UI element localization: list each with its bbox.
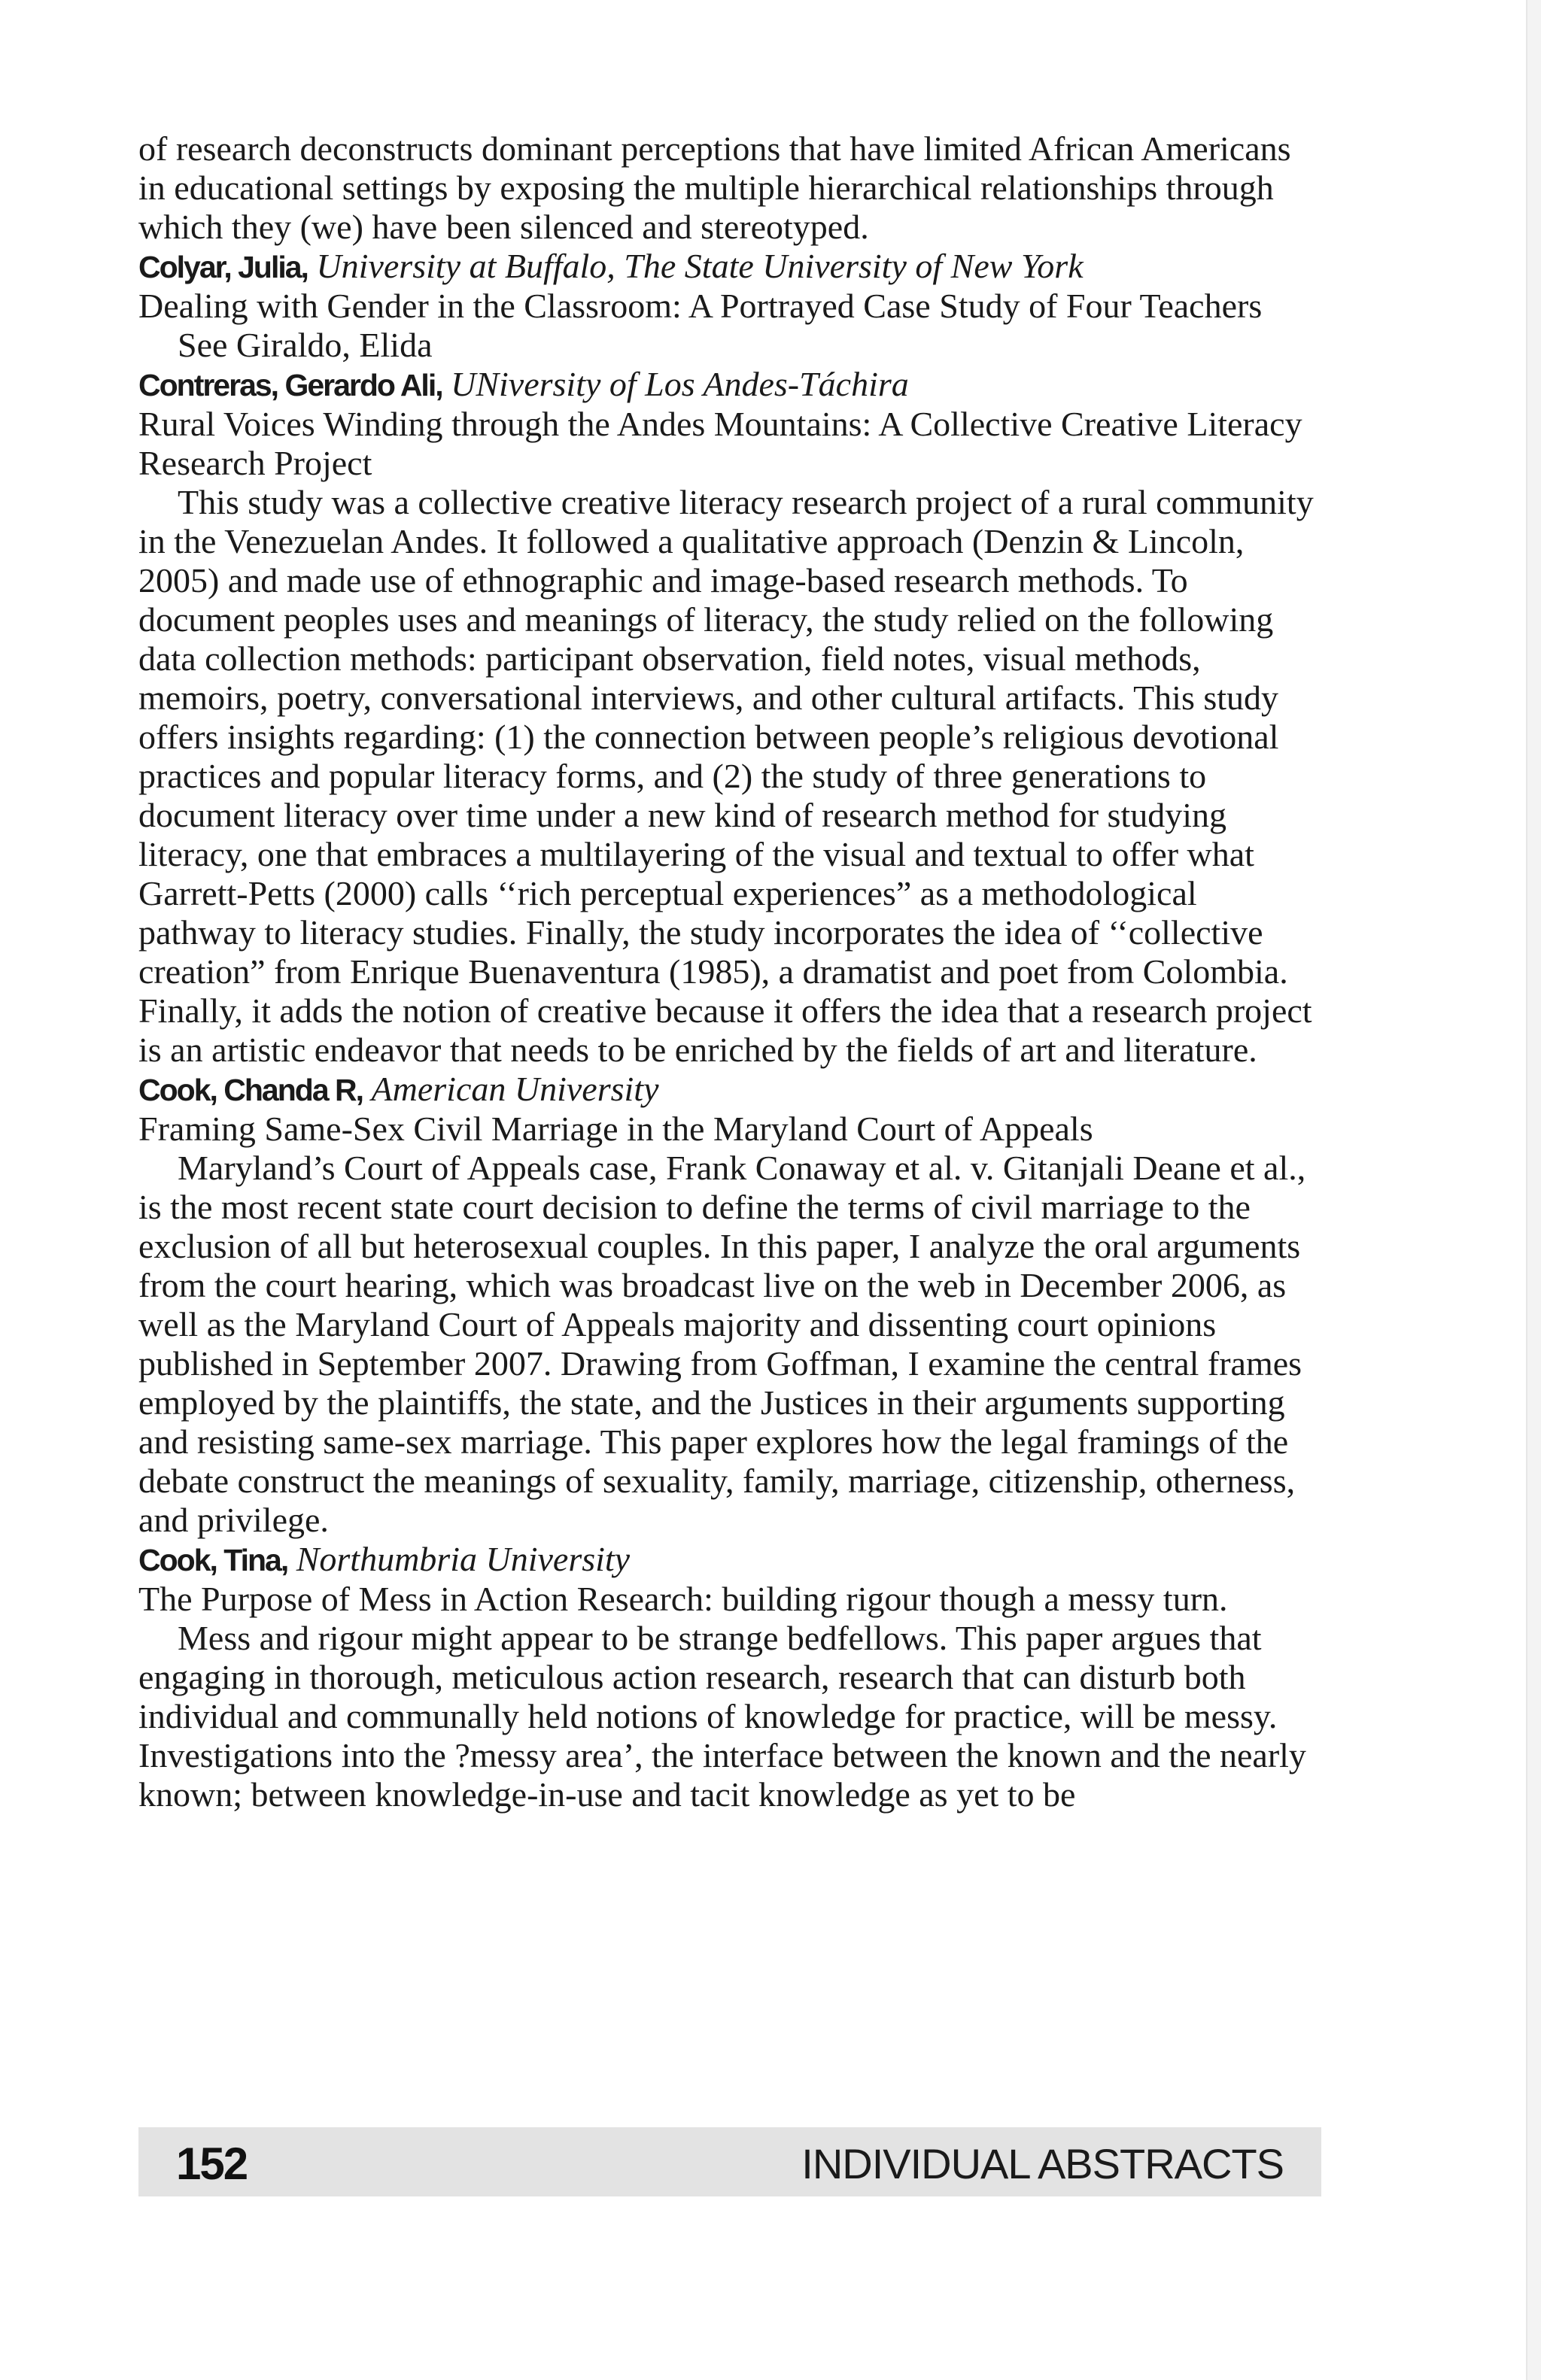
entry-heading (138, 247, 1321, 287)
author-name: Colyar, Julia, (138, 250, 308, 284)
section-title: INDIVIDUAL ABSTRACTS (801, 2140, 1284, 2187)
paper-title: Framing Same-Sex Civil Marriage in the Maryland Court of Appeals (138, 1110, 1093, 1148)
page-edge-shadow (1526, 0, 1541, 2380)
entry-heading (138, 1070, 1321, 1110)
author-name: Cook, Chanda R, (138, 1073, 363, 1107)
paper-title: Dealing with Gender in the Classroom: A Portrayed Case Study of Four Teachers (138, 287, 1263, 325)
author-affiliation: UNiversity of Los Andes-Táchira (451, 365, 909, 403)
author-affiliation: University at Buffalo, The State University of New York (316, 247, 1084, 285)
abstract-entry (138, 1070, 1321, 1540)
abstract-entry (138, 247, 1321, 365)
page-number: 152 (176, 2139, 248, 2189)
abstract-text: This study was a collective creative literacy research project of a rural community in the Venezuelan Andes. It followed a qualitative approach (Denzin & Lincoln, 2005) and made use of ethnographic and image-based research methods. To document peoples uses and meanings of literacy, the study relied on the following data collection methods: participant observation, field notes, visual methods, memoirs, poetry, conversational interviews, and other cultural artifacts. This study offers insights regarding: (1) the connection between people’s religious devotional practices and popular literacy forms, and (2) the study of three generations to document literacy over time under a new kind of research method for studying literacy, one that embraces a multilayering of the visual and textual to offer what Garrett-Petts (2000) calls ‘‘rich perceptual experiences” as a methodological pathway to literacy studies. Finally, the study incorporates the idea of ‘‘collective creation” from Enrique Buenaventura (1985), a dramatist and poet from Colombia. Finally, it adds the notion of creative because it offers the idea that a research project is an artistic endeavor that needs to be enriched by the fields of art and literature. (138, 483, 1314, 1069)
abstract-entry (138, 365, 1321, 1070)
paper-title: The Purpose of Mess in Action Research: building rigour though a messy turn. (138, 1580, 1228, 1618)
author-name: Contreras, Gerardo Ali, (138, 368, 442, 402)
author-affiliation: Northumbria University (296, 1540, 631, 1578)
page-footer-bar (138, 2127, 1321, 2196)
author-affiliation: American University (371, 1070, 659, 1108)
abstracts-column (138, 129, 1321, 1814)
see-reference: See Giraldo, Elida (178, 326, 433, 364)
entry-heading (138, 365, 1321, 405)
abstract-entry (138, 1540, 1321, 1814)
author-name: Cook, Tina, (138, 1543, 288, 1577)
paper-title: Rural Voices Winding through the Andes Mountains: A Collective Creative Literacy Research Project (138, 405, 1302, 482)
entry-heading (138, 1540, 1321, 1580)
abstract-text: Mess and rigour might appear to be strange bedfellows. This paper argues that engaging in thorough, meticulous action research, research that can disturb both individual and communally held notions of knowledge for practice, will be messy. Investigations into the ?messy area’, the interface between the known and the nearly known; between knowledge-in-use and tacit knowledge as yet to be (138, 1619, 1306, 1814)
continued-abstract: of research deconstructs dominant perceptions that have limited African Americans in educational settings by exposing the multiple hierarchical relationships through which they (we) have been silenced and stereotyped. (138, 129, 1291, 246)
abstract-text: Maryland’s Court of Appeals case, Frank Conaway et al. v. Gitanjali Deane et al., is the most recent state court decision to define the terms of civil marriage to the exclusion of all but heterosexual couples. In this paper, I analyze the oral arguments from the court hearing, which was broadcast live on the web in December 2006, as well as the Maryland Court of Appeals majority and dissenting court opinions published in September 2007. Drawing from Goffman, I examine the central frames employed by the plaintiffs, the state, and the Justices in their arguments supporting and resisting same-sex marriage. This paper explores how the legal framings of the debate construct the meanings of sexuality, family, marriage, citizenship, otherness, and privilege. (138, 1149, 1306, 1539)
